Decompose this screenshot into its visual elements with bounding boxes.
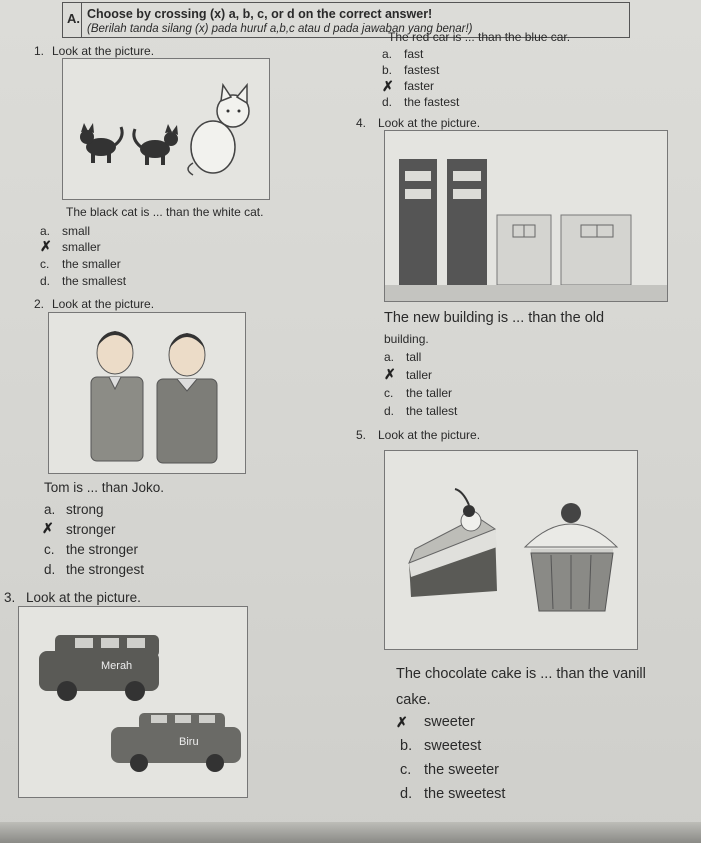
q1-option-b[interactable]: smaller	[62, 240, 101, 254]
q2-option-d[interactable]: the strongest	[66, 562, 145, 577]
q4-option-c[interactable]: the taller	[406, 386, 453, 400]
q4-buildings-picture	[384, 130, 668, 302]
q5-sentence-line2: cake.	[396, 692, 431, 708]
q4-option-b[interactable]: taller	[406, 368, 433, 382]
q2-sentence: Tom is ... than Joko.	[44, 480, 165, 495]
q4-sentence-line1: The new building is ... than the old	[384, 310, 605, 326]
section-letter: A.	[67, 11, 80, 26]
q5-cross-mark: ✗	[396, 714, 408, 730]
cars-illustration	[19, 607, 247, 797]
q5-option-d[interactable]: the sweetest	[424, 786, 506, 802]
instruction-indonesian: (Berilah tanda silang (x) pada huruf a,b,c atau d pada jawaban yang benar!)	[87, 23, 473, 35]
q1-option-a-letter[interactable]: a.	[40, 224, 51, 238]
q5-option-c[interactable]: the sweeter	[424, 762, 499, 778]
q4-option-c-letter[interactable]: c.	[384, 386, 394, 400]
cakes-illustration	[385, 451, 637, 649]
page-bottom-shadow	[0, 822, 701, 843]
q2-prompt: Look at the picture.	[52, 297, 155, 311]
q2-option-b[interactable]: stronger	[66, 522, 116, 537]
q2-option-c-letter[interactable]: c.	[44, 542, 55, 557]
q3-option-a[interactable]: fast	[404, 47, 424, 61]
red-car-label: Merah	[101, 660, 133, 672]
q1-prompt: Look at the picture.	[52, 44, 155, 58]
buildings-illustration	[385, 131, 667, 301]
q4-option-a-letter[interactable]: a.	[384, 350, 395, 364]
q1-cross-mark: ✗	[40, 238, 52, 254]
q2-boys-picture	[48, 312, 246, 474]
q1-option-c[interactable]: the smaller	[62, 257, 121, 271]
q3-cross-mark: ✗	[382, 78, 394, 94]
q2-option-a[interactable]: strong	[66, 502, 104, 517]
q3-option-b-letter[interactable]: b.	[382, 63, 393, 77]
q5-option-a[interactable]: sweeter	[424, 714, 475, 730]
q1-option-d[interactable]: the smallest	[62, 274, 127, 288]
q4-option-d-letter[interactable]: d.	[384, 404, 395, 418]
q5-option-b-letter[interactable]: b.	[400, 738, 413, 754]
q3-number: 3.	[4, 590, 16, 605]
q1-option-d-letter[interactable]: d.	[40, 274, 51, 288]
q1-option-a[interactable]: small	[62, 224, 91, 238]
q3-option-d-letter[interactable]: d.	[382, 95, 393, 109]
q3-option-b[interactable]: fastest	[404, 63, 440, 77]
q4-number: 4.	[356, 116, 367, 130]
boys-illustration	[49, 313, 245, 473]
q1-sentence: The black cat is ... than the white cat.	[66, 205, 264, 219]
q5-option-b[interactable]: sweetest	[424, 738, 482, 754]
q4-sentence-line2: building.	[384, 332, 429, 346]
q2-option-a-letter[interactable]: a.	[44, 502, 56, 517]
q3-option-d[interactable]: the fastest	[404, 95, 460, 109]
q5-prompt: Look at the picture.	[378, 428, 481, 442]
q5-sentence-line1: The chocolate cake is ... than the vanill	[396, 666, 646, 682]
q3-cars-picture	[18, 606, 248, 798]
q2-option-d-letter[interactable]: d.	[44, 562, 56, 577]
q5-number: 5.	[356, 428, 367, 442]
q1-cats-picture	[62, 58, 270, 200]
q3-option-a-letter[interactable]: a.	[382, 47, 393, 61]
instruction-english: Choose by crossing (x) a, b, c, or d on the correct answer!	[87, 7, 433, 21]
q3-sentence: The red car is ... than the blue car.	[388, 30, 571, 44]
q4-option-d[interactable]: the tallest	[406, 404, 458, 418]
q4-cross-mark: ✗	[384, 366, 396, 382]
q2-cross-mark: ✗	[42, 520, 54, 536]
q4-option-a[interactable]: tall	[406, 350, 422, 364]
q3-prompt: Look at the picture.	[26, 590, 141, 605]
q2-option-c[interactable]: the stronger	[66, 542, 139, 557]
q1-option-c-letter[interactable]: c.	[40, 257, 50, 271]
blue-car-label: Biru	[179, 736, 199, 748]
cats-illustration	[63, 59, 269, 199]
q5-option-c-letter[interactable]: c.	[400, 762, 412, 778]
q3-option-c[interactable]: faster	[404, 79, 435, 93]
q4-prompt: Look at the picture.	[378, 116, 481, 130]
q1-number: 1.	[34, 44, 45, 58]
q5-cakes-picture	[384, 450, 638, 650]
q5-option-d-letter[interactable]: d.	[400, 786, 413, 802]
q2-number: 2.	[34, 297, 45, 311]
